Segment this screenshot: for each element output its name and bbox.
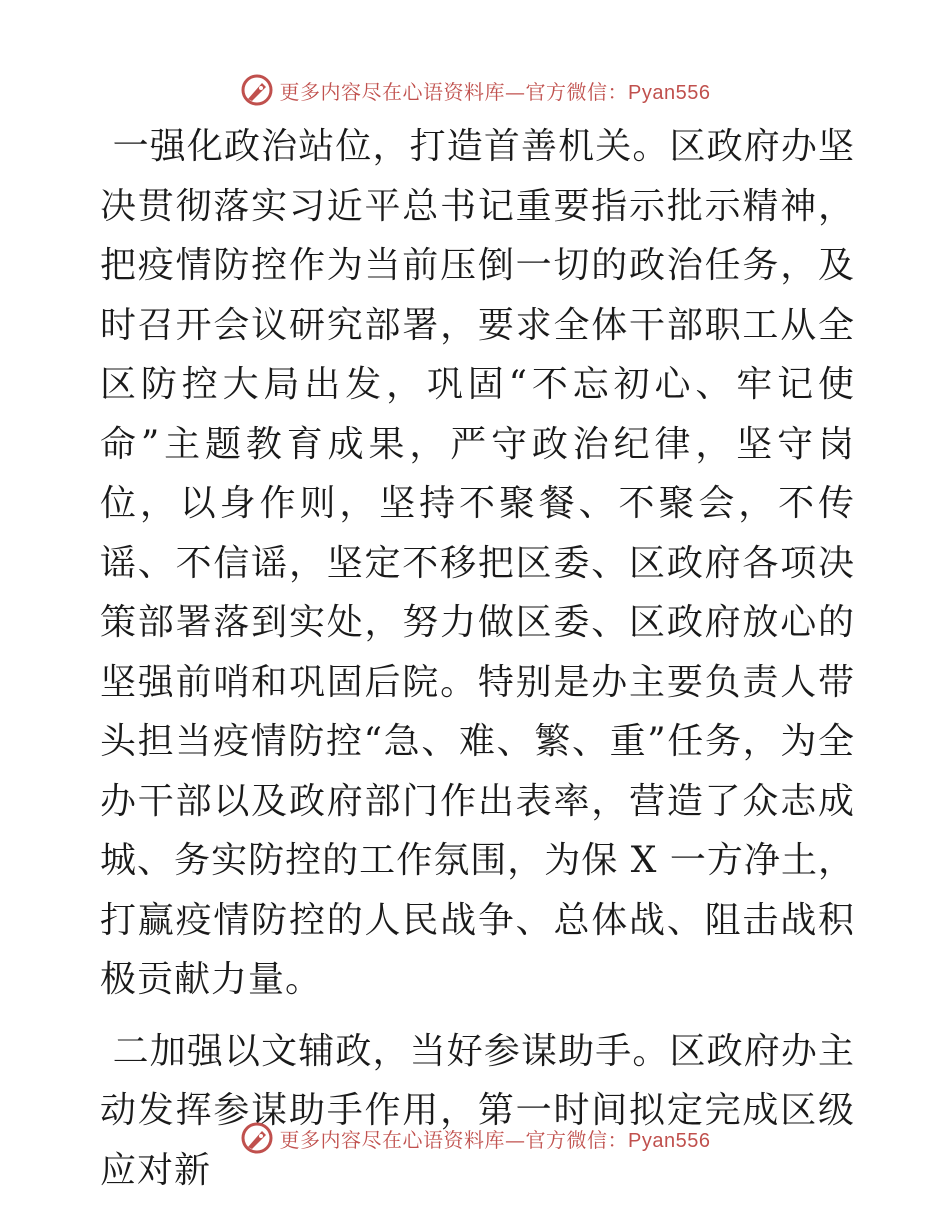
watermark-text [280, 1124, 711, 1153]
pen-nib-logo-icon [240, 73, 274, 107]
watermark-label: 更多内容尽在心语资料库—官方微信： [279, 1127, 629, 1152]
watermark-wechat-id: Pyan556 [628, 1129, 711, 1152]
pen-nib-logo-icon [240, 1121, 274, 1155]
paragraph-1: 一强化政治站位，打造首善机关。区政府办坚决贯彻落实习近平总书记重要指示批示精神，把疫情防控作为当前压倒一切的政治任务，及时召开会议研究部署，要求全体干部职工从全区防控大局出发，巩固“不忘初心、牢记使命”主题教育成果，严守政治纪律，坚守岗位，以身作则，坚持不聚餐、不聚会，不传谣、不信谣，坚定不移把区委、区政府各项决策部署落到实处，努力做区委、区政府放心的坚强前哨和巩固后院。特别是办主要负责人带头担当疫情防控“急、难、繁、重”任务，为全办干部以及政府部门作出表率，营造了众志成城、务实防控的工作氛围，为保 X 一方净土，打赢疫情防控的人民战争、总体战、阻击战积极贡献力量。 [100, 126, 855, 1000]
watermark-text [280, 76, 711, 105]
header-watermark [0, 70, 950, 110]
paragraph-2: 二加强以文辅政，当好参谋助手。区政府办主动发挥参谋助手作用，第一时间拟定完成区级应对新 [100, 1030, 855, 1191]
footer-watermark [0, 1118, 950, 1158]
watermark-label: 更多内容尽在心语资料库—官方微信： [279, 79, 629, 104]
watermark-wechat-id: Pyan556 [628, 81, 711, 104]
document-body [100, 117, 855, 1200]
